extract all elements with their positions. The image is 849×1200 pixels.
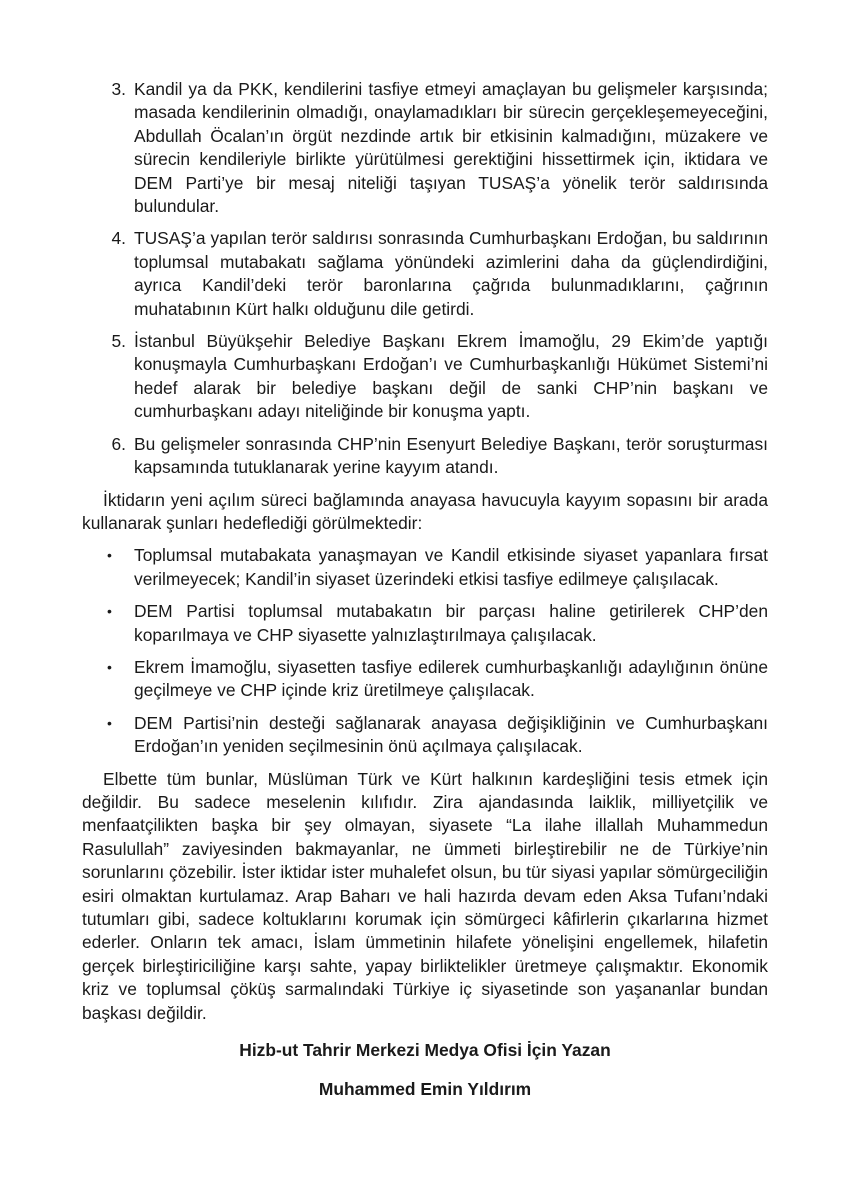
item-number: 6.: [111, 433, 126, 454]
numbered-item-5: [82, 330, 768, 424]
signature-author: Muhammed Emin Yıldırım: [318, 1079, 532, 1100]
item-number: 4.: [111, 228, 126, 249]
bullet-text: DEM Partisi’nin desteği sağlanarak anayasa değişikliğinin ve Cumhurbaşkanı Erdoğan’ın yeniden seçilmesinin önü açılmaya çalışılacak.: [134, 712, 768, 757]
bullet-item: [82, 656, 768, 703]
item-text: Bu gelişmeler sonrasında CHP’nin Esenyurt Belediye Başkanı, terör soruşturması kapsamında tutuklanarak yerine kayyım atandı.: [134, 433, 768, 478]
numbered-item-6: [82, 433, 768, 480]
bullet-item: [82, 600, 768, 647]
bullet-icon: •: [107, 603, 112, 620]
bullet-text: Toplumsal mutabakata yanaşmayan ve Kandil etkisinde siyaset yapanlara fırsat verilmeyecek; Kandil’in siyaset üzerindeki etkisi tasfiye edilmeye çalışılacak.: [134, 545, 768, 589]
closing-paragraph: Elbette tüm bunlar, Müslüman Türk ve Kürt halkının kardeşliğini tesis etmek için değildir. Bu sadece meselenin kılıfıdır. Zira ajandasında laiklik, milliyetçilik ve menfaatçilikten başka bir şey olmayan, siyasete “La ilahe illallah Muhammedun Rasulullah” zaviyesinden bakmayanlar, ne ümmeti birleştirebilir ne de Türkiye’nin sorunlarını çözebilir. İster iktidar ister muhalefet olsun, bu tür siyasi yapılar sömürgeciliğin esiri olmaktan kurtulamaz. Arap Baharı ve hali hazırda devam eden Aksa Tufanı’ndaki tutumları gibi, sadece koltuklarını korumak için sömürgeci kâfirlerin çıkarlarına hizmet ederler. Onların tek amacı, İslam ümmetinin hilafete yönelişini engellemek, hilafetin gerçek birleştiriciliğine karşı sahte, yapay birliktelikler üretmeye çalışmaktır. Ekonomik kriz ve toplumsal çöküş sarmalındaki Türkiye iç siyasetinde son yaşananlar bundan başkası değildir.: [82, 768, 768, 1023]
item-text: İstanbul Büyükşehir Belediye Başkanı Ekrem İmamoğlu, 29 Ekim’de yaptığı konuşmayla Cumhurbaşkanı Erdoğan’ı ve Cumhurbaşkanlığı Hükümet Sistemi’ni hedef alarak bir belediye başkanı değil de sanki CHP’nin başkanı ve cumhurbaşkanı adayı niteliğinde bir konuşma yaptı.: [134, 331, 768, 422]
item-text: Kandil ya da PKK, kendilerini tasfiye etmeyi amaçlayan bu gelişmeler karşısında; masada kendilerinin olmadığı, onaylamadıkları bir sürecin gerçekleşemeyeceğini, Abdullah Öcalan’ın örgüt nezdinde artık bir etkisinin kalmadığını, müzakere ve sürecin kendileriyle birlikte yürütülmesi gerektiğini hissettirmek için, iktidara ve DEM Parti’ye bir mesaj niteliği taşıyan TUSAŞ’a yönelik terör saldırısında bulundular.: [134, 79, 768, 217]
bullet-item: [82, 712, 768, 759]
bullet-text: DEM Partisi toplumsal mutabakatın bir parçası haline getirilerek CHP’den koparılmaya ve CHP siyasette yalnızlaştırılmaya çalışılacak.: [134, 601, 768, 645]
signature-organization: Hizb-ut Tahrir Merkezi Medya Ofisi İçin Yazan: [239, 1040, 611, 1061]
item-number: 3.: [111, 79, 126, 99]
item-text: TUSAŞ’a yapılan terör saldırısı sonrasında Cumhurbaşkanı Erdoğan, bu saldırının toplumsal mutabakatı sağlama yönündeki azimlerini daha da güçlendirdiğini, ayrıca Kandil’deki terör baronlarına çağrıda bulunmadıklarını, çağrının muhatabının Kürt halkı olduğunu dile getirdi.: [134, 228, 768, 319]
numbered-item-4: [82, 227, 768, 321]
bullet-icon: •: [107, 547, 112, 564]
intro-paragraph: İktidarın yeni açılım süreci bağlamında anayasa havucuyla kayyım sopasını bir arada kullanarak şunları hedeflediği görülmektedir:: [82, 489, 768, 533]
bullet-item: [82, 544, 768, 591]
bullet-icon: •: [107, 658, 112, 675]
bullet-icon: •: [107, 714, 112, 731]
bullet-text: Ekrem İmamoğlu, siyasetten tasfiye edilerek cumhurbaşkanlığı adaylığının önüne geçilmeye ve CHP içinde kriz üretilmeye çalışılacak.: [134, 656, 768, 701]
numbered-item-3: [82, 78, 768, 218]
document-page: [82, 78, 768, 1101]
item-number: 5.: [111, 331, 126, 352]
